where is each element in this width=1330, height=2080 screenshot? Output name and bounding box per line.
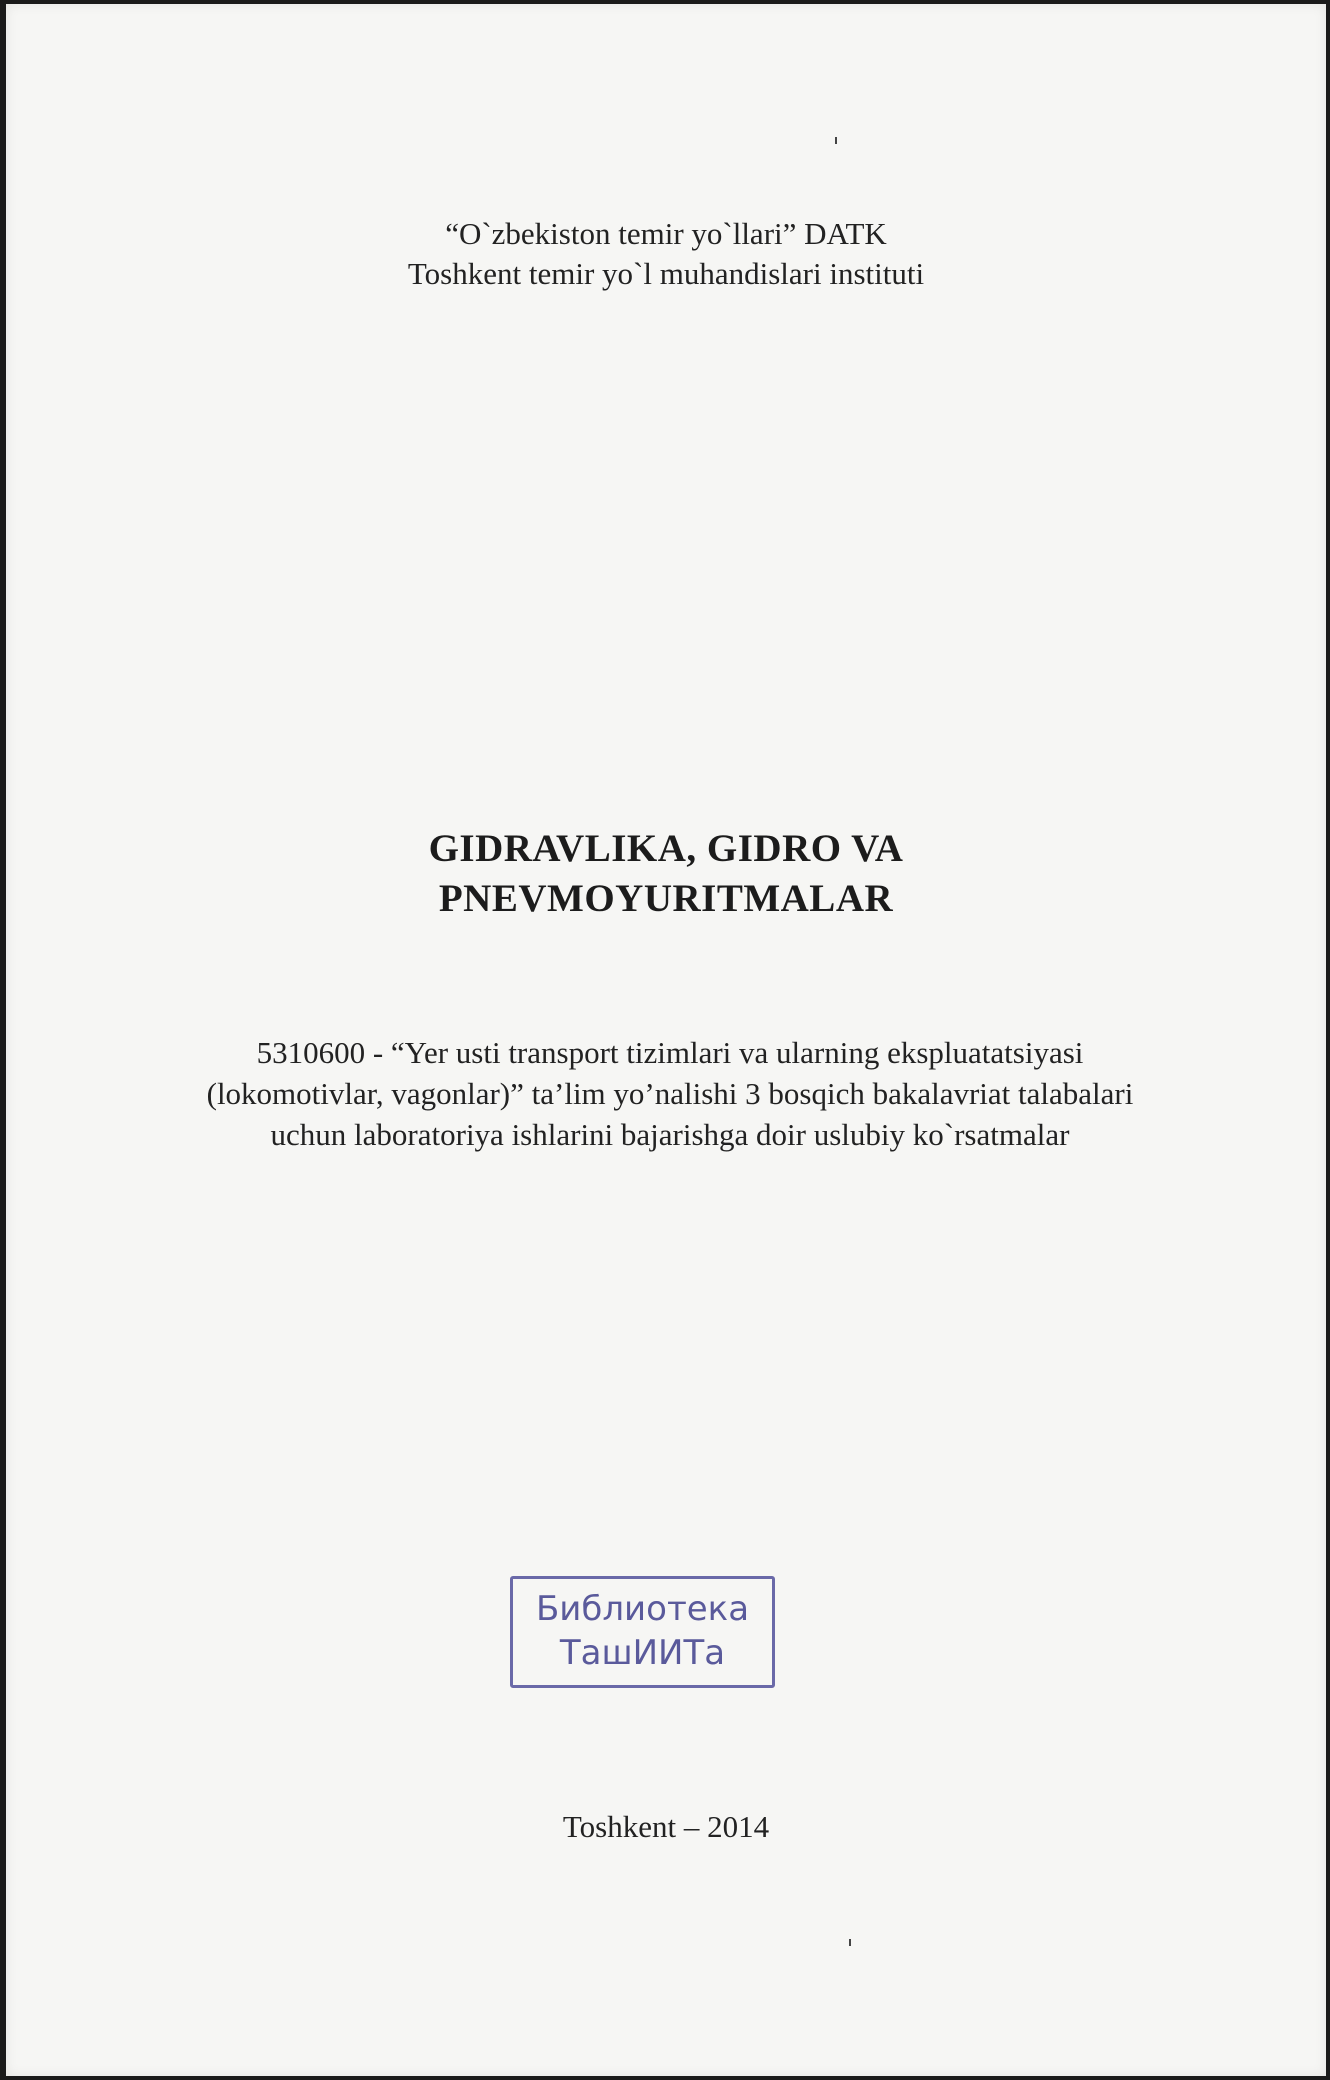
title-line-1: GIDRAVLIKA, GIDRO VA — [428, 827, 904, 870]
title-line-2: PNEVMOYURITMALAR — [438, 877, 894, 920]
description-line-3: uchun laboratoriya ishlarini bajarishga doir uslubiy ko`rsatmalar — [270, 1117, 1070, 1152]
document-title — [6, 824, 1326, 924]
stamp-line-2: ТашИИТа — [559, 1633, 726, 1673]
institute-name: Toshkent temir yo`l muhandislari instituti — [407, 256, 925, 291]
library-stamp — [510, 1576, 775, 1688]
print-speck — [835, 137, 837, 144]
place-and-year: Toshkent – 2014 — [562, 1809, 770, 1844]
description-line-2: (lokomotivlar, vagonlar)” ta’lim yo’nalishi 3 bosqich bakalavriat talabalari — [206, 1076, 1134, 1111]
print-speck — [849, 1939, 851, 1946]
organization-name: “O`zbekiston temir yo`llari” DATK — [445, 216, 887, 251]
publisher-header — [6, 214, 1326, 294]
document-description — [66, 1032, 1274, 1155]
stamp-line-1: Библиотека — [535, 1589, 750, 1629]
document-page — [6, 4, 1326, 2076]
description-line-1: 5310600 - “Yer usti transport tizimlari va ularning ekspluatatsiyasi — [256, 1035, 1084, 1070]
